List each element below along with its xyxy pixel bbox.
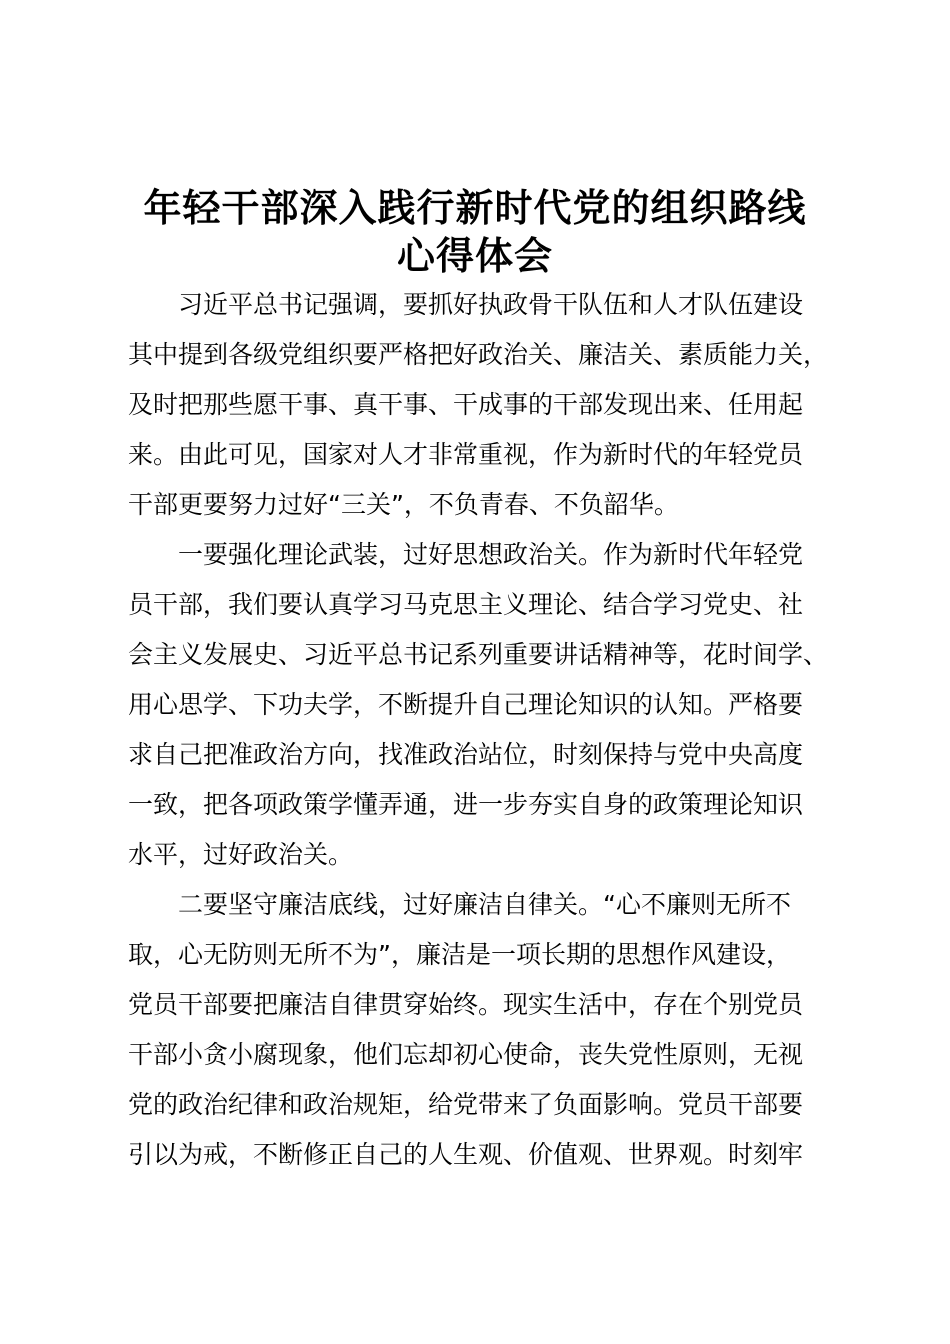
paragraph-1-line-4: 来。由此可见，国家对人才非常重视，作为新时代的年轻党员 [128, 440, 804, 469]
paragraph-3-line-4: 干部小贪小腐现象，他们忘却初心使命，丧失党性原则，无视 [128, 1040, 804, 1069]
paragraph-2-line-1: 一要强化理论武装，过好思想政治关。作为新时代年轻党 [178, 540, 804, 569]
paragraph-3-line-5: 党的政治纪律和政治规矩，给党带来了负面影响。党员干部要 [128, 1090, 804, 1119]
paragraph-2-line-4: 用心思学、下功夫学，不断提升自己理论知识的认知。严格要 [128, 690, 804, 719]
paragraph-1-line-5: 干部更要努力过好“三关”，不负青春、不负韶华。 [128, 490, 679, 519]
paragraph-1-line-2: 其中提到各级党组织要严格把好政治关、廉洁关、素质能力关， [128, 340, 829, 369]
paragraph-3-line-6: 引以为戒，不断修正自己的人生观、价值观、世界观。时刻牢 [128, 1140, 804, 1169]
document-title-line-1: 年轻干部深入践行新时代党的组织路线 [143, 186, 807, 230]
paragraph-2-line-7: 水平，过好政治关。 [128, 840, 354, 869]
paragraph-3-line-2: 取，心无防则无所不为”，廉洁是一项长期的思想作风建设， [128, 940, 791, 969]
paragraph-3-line-3: 党员干部要把廉洁自律贯穿始终。现实生活中，存在个别党员 [128, 990, 804, 1019]
paragraph-2-line-2: 员干部，我们要认真学习马克思主义理论、结合学习党史、社 [128, 590, 804, 619]
document-title-line-2: 心得体会 [396, 234, 553, 278]
paragraph-1-line-3: 及时把那些愿干事、真干事、干成事的干部发现出来、任用起 [128, 390, 804, 419]
paragraph-2-line-6: 一致，把各项政策学懂弄通，进一步夯实自身的政策理论知识 [128, 790, 804, 819]
paragraph-1-line-1: 习近平总书记强调，要抓好执政骨干队伍和人才队伍建设 [178, 290, 804, 319]
paragraph-2-line-3: 会主义发展史、习近平总书记系列重要讲话精神等，花时间学、 [128, 640, 829, 669]
paragraph-2-line-5: 求自己把准政治方向，找准政治站位，时刻保持与党中央高度 [128, 740, 804, 769]
paragraph-3-line-1: 二要坚守廉洁底线，过好廉洁自律关。“心不廉则无所不 [178, 890, 791, 919]
